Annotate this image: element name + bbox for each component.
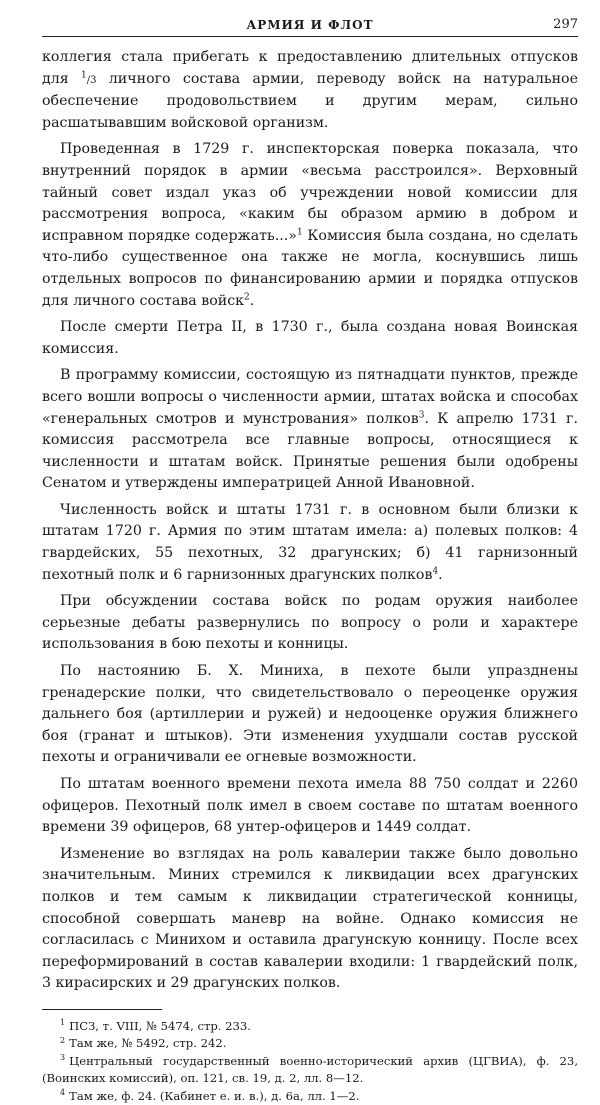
paragraph-text: При обсуждении состава войск по родам оружия наиболее серьезные дебаты развернулись по вопросу о роли и характере использования в бою пехоты и конницы. [42,593,578,653]
paragraph-8 [42,774,578,839]
paragraph-text: Комиссия была создана, но сделать что-либо существенное она также не могла, коснувшись лишь отдельных вопросов по финансированию армии и порядка отпусков для личного состава войск [42,227,578,309]
page-header [42,14,578,37]
paragraph-5 [42,500,578,586]
paragraph-9 [42,844,578,995]
paragraph-6 [42,591,578,656]
paragraph-text: Изменение во взглядах на роль кавалерии также было довольно значительным. Миних стремился к ликвидации всех драгунских полков и тем самым к ликвидации стратегической конницы, способной совершать маневр на войне. Однако комиссия не согласилась с Минихом и оставила драгунскую конницу. После всех переформирований в состав кавалерии входили: 1 гвардейский полк, 3 кирасирских и 29 драгунских полков. [42,845,578,992]
footnote-number: 1 [60,1018,66,1028]
paragraph-3 [42,317,578,360]
footnote-text: Там же, № 5492, стр. 242. [69,1036,227,1051]
footnote-number: 3 [60,1053,66,1063]
page-number: 297 [553,17,578,32]
footnote-text: Там же, ф. 24. (Кабинет е. и. в.), д. 6а, лл. 1—2. [69,1088,360,1103]
paragraph-text: По штатам военного времени пехота имела 88 750 солдат и 2260 офицеров. Пехотный полк имел в своем составе по штатам военного времени 39 офицеров, 68 унтер-офицеров и 1449 солдат. [42,776,578,836]
footnote-divider [42,1009,162,1010]
footnote-ref: 2 [244,291,250,302]
fraction-denominator: /3 [86,74,97,86]
paragraph-2 [42,139,578,312]
footnote-number: 4 [60,1088,66,1098]
footnote-text: ПСЗ, т. VIII, № 5474, стр. 233. [69,1018,251,1033]
paragraph-text: Численность войск и штаты 1731 г. в основном были близки к штатам 1720 г. Армия по этим штатам имела: а) полевых полков: 4 гвардейских, 55 пехотных, 32 драгунских; б) 41 гарнизонный пехотный полк и 6 гарнизонных драгунских полков [42,501,578,583]
paragraph-text: . [249,292,255,309]
main-text [42,47,578,995]
book-page [42,14,578,1105]
paragraph-4 [42,365,578,495]
footnote-text: Центральный государственный военно-исторический архив (ЦГВИА), ф. 23, (Воинских комиссий), оп. 121, св. 19, д. 2, лл. 8—12. [42,1053,578,1086]
footnote-ref: 1 [296,227,303,238]
paragraph-text: Проведенная в 1729 г. инспекторская поверка показала, что внутренний порядок в армии «весьма расстроился». Верховный тайный совет издал указ об учреждении новой комиссии для рассмотрения вопроса, «каким бы образом армию в добром и исправном порядке содержать...» [42,141,578,244]
paragraph-text: . К апрелю 1731 г. комиссия рассмотрела все главные вопросы, относящиеся к численности и штатам войск. Принятые решения были одобрены Сенатом и утверждены императрицей Анной Ивановной. [42,410,578,492]
footnote-ref: 3 [418,409,425,420]
running-title: АРМИЯ И ФЛОТ [246,18,374,32]
paragraph-text: В программу комиссии, состоящую из пятнадцати пунктов, прежде всего вошли вопросы о численности армии, штатах войска и способах «генеральных смотров и мунстрования» полков [42,367,578,427]
fraction-numerator: 1 [81,69,87,80]
paragraph-7 [42,661,578,769]
footnote-number: 2 [60,1035,66,1045]
footnote-4 [42,1088,578,1105]
footnote-3 [42,1053,578,1088]
footnote-1 [42,1018,578,1036]
paragraph-text: . [438,566,443,583]
footnote-ref: 4 [432,565,439,576]
footnote-2 [42,1035,578,1053]
paragraph-text: По настоянию Б. Х. Миниха, в пехоте были упразднены гренадерские полки, что свидетельствовало о переоценке оружия дальнего боя (артиллерии и ружей) и недооценке оружия ближнего боя (гранат и штыков). Эти изменения ухудшали состав русской пехоты и ограничивали ее огневые возможности. [42,663,578,766]
footnotes [42,1018,578,1105]
paragraph-1 [42,47,578,134]
paragraph-text: После смерти Петра II, в 1730 г., была создана новая Воинская комиссия. [42,319,578,357]
paragraph-text: личного состава армии, переводу войск на натуральное обеспечение продовольствием и другим мерам, сильно расшатывавшим войсковой организм. [42,70,578,131]
paragraph-text: коллегия стала прибегать к предоставлению длительных отпусков для [42,49,578,87]
